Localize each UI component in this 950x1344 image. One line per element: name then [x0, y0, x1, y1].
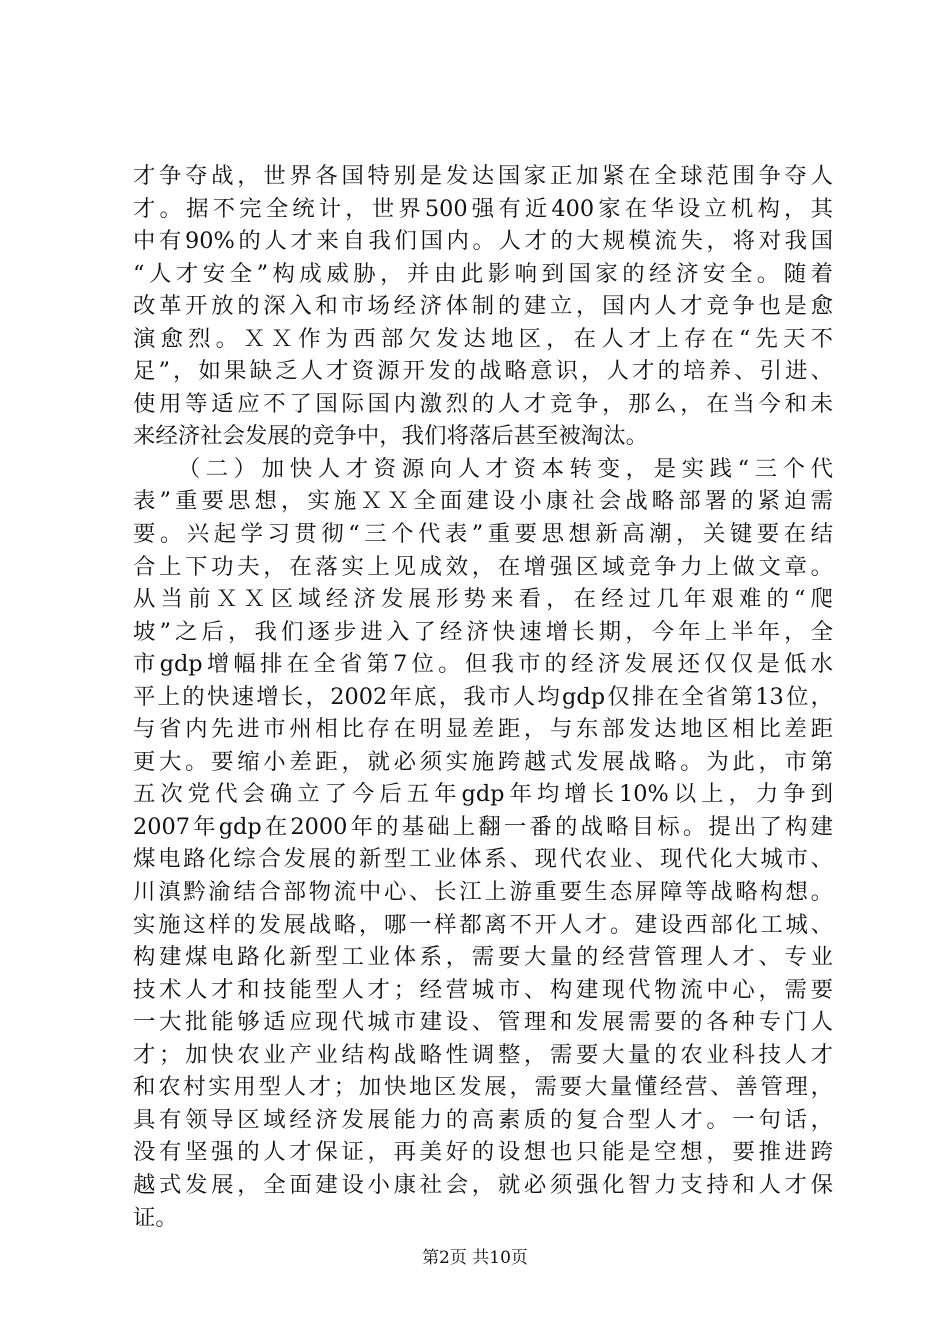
text-line: 煤电路化综合发展的新型工业体系、现代农业、现代化大城市、 [133, 846, 833, 873]
page-footer [0, 1243, 950, 1268]
body-text [133, 160, 833, 1234]
text-line: 2007年gdp在2000年的基础上翻一番的战略目标。提出了构建 [133, 813, 833, 840]
text-line: 表”重要思想，实施ＸＸ全面建设小康社会战略部署的紧迫需 [133, 488, 833, 515]
text-line: 坡”之后，我们逐步进入了经济快速增长期，今年上半年，全 [133, 618, 833, 645]
text-line: 才。据不完全统计，世界500强有近400家在华设立机构，其 [133, 195, 833, 222]
text-line: 构建煤电路化新型工业体系，需要大量的经营管理人才、专业 [133, 944, 833, 971]
text-line: 五次党代会确立了今后五年gdp年均增长10%以上，力争到 [133, 781, 833, 808]
text-line: 与省内先进市州相比存在明显差距，与东部发达地区相比差距 [133, 716, 833, 743]
text-line: 和农村实用型人才；加快地区发展，需要大量懂经营、善管理， [133, 1074, 833, 1101]
text-line: 才争夺战，世界各国特别是发达国家正加紧在全球范围争夺人 [133, 163, 833, 189]
text-line: 中有90%的人才来自我们国内。人才的大规模流失，将对我国 [133, 228, 833, 255]
text-line: 一大批能够适应现代城市建设、管理和发展需要的各种专门人 [133, 1009, 833, 1036]
text-line: 足”，如果缺乏人才资源开发的战略意识，人才的培养、引进、 [133, 358, 833, 385]
text-line: 证。 [133, 1204, 178, 1231]
text-line: 技术人才和技能型人才；经营城市、构建现代物流中心，需要 [133, 976, 833, 1003]
page-number-label: 第2页 共10页 [422, 1248, 528, 1268]
text-line: （二）加快人才资源向人才资本转变，是实践“三个代 [133, 455, 833, 482]
text-line: 越式发展，全面建设小康社会，就必须强化智力支持和人才保 [133, 1171, 833, 1198]
text-line: 没有坚强的人才保证，再美好的设想也只能是空想，要推进跨 [133, 1139, 833, 1166]
text-line: 要。兴起学习贯彻“三个代表”重要思想新高潮，关键要在结 [133, 521, 833, 548]
text-line: 川滇黔渝结合部物流中心、长江上游重要生态屏障等战略构想。 [133, 879, 833, 906]
text-line: 从当前ＸＸ区域经济发展形势来看，在经过几年艰难的“爬 [133, 586, 833, 613]
text-line: 改革开放的深入和市场经济体制的建立，国内人才竞争也是愈 [133, 293, 833, 320]
text-line: 市gdp增幅排在全省第7位。但我市的经济发展还仅仅是低水 [133, 651, 833, 678]
text-line: 实施这样的发展战略，哪一样都离不开人才。建设西部化工城、 [133, 911, 833, 938]
text-line: “人才安全”构成威胁，并由此影响到国家的经济安全。随着 [133, 260, 833, 287]
text-line: 来经济社会发展的竞争中，我们将落后甚至被淘汰。 [133, 423, 648, 450]
text-line: 具有领导区域经济发展能力的高素质的复合型人才。一句话， [133, 1106, 833, 1133]
text-line: 更大。要缩小差距，就必须实施跨越式发展战略。为此，市第 [133, 748, 833, 775]
text-line: 合上下功夫，在落实上见成效，在增强区域竞争力上做文章。 [133, 553, 833, 580]
text-line: 演愈烈。ＸＸ作为西部欠发达地区，在人才上存在“先天不 [133, 325, 833, 352]
text-line: 平上的快速增长，2002年底，我市人均gdp仅排在全省第13位， [133, 683, 833, 710]
text-line: 才；加快农业产业结构战略性调整，需要大量的农业科技人才 [133, 1041, 833, 1068]
text-line: 使用等适应不了国际国内激烈的人才竞争，那么，在当今和未 [133, 390, 833, 417]
